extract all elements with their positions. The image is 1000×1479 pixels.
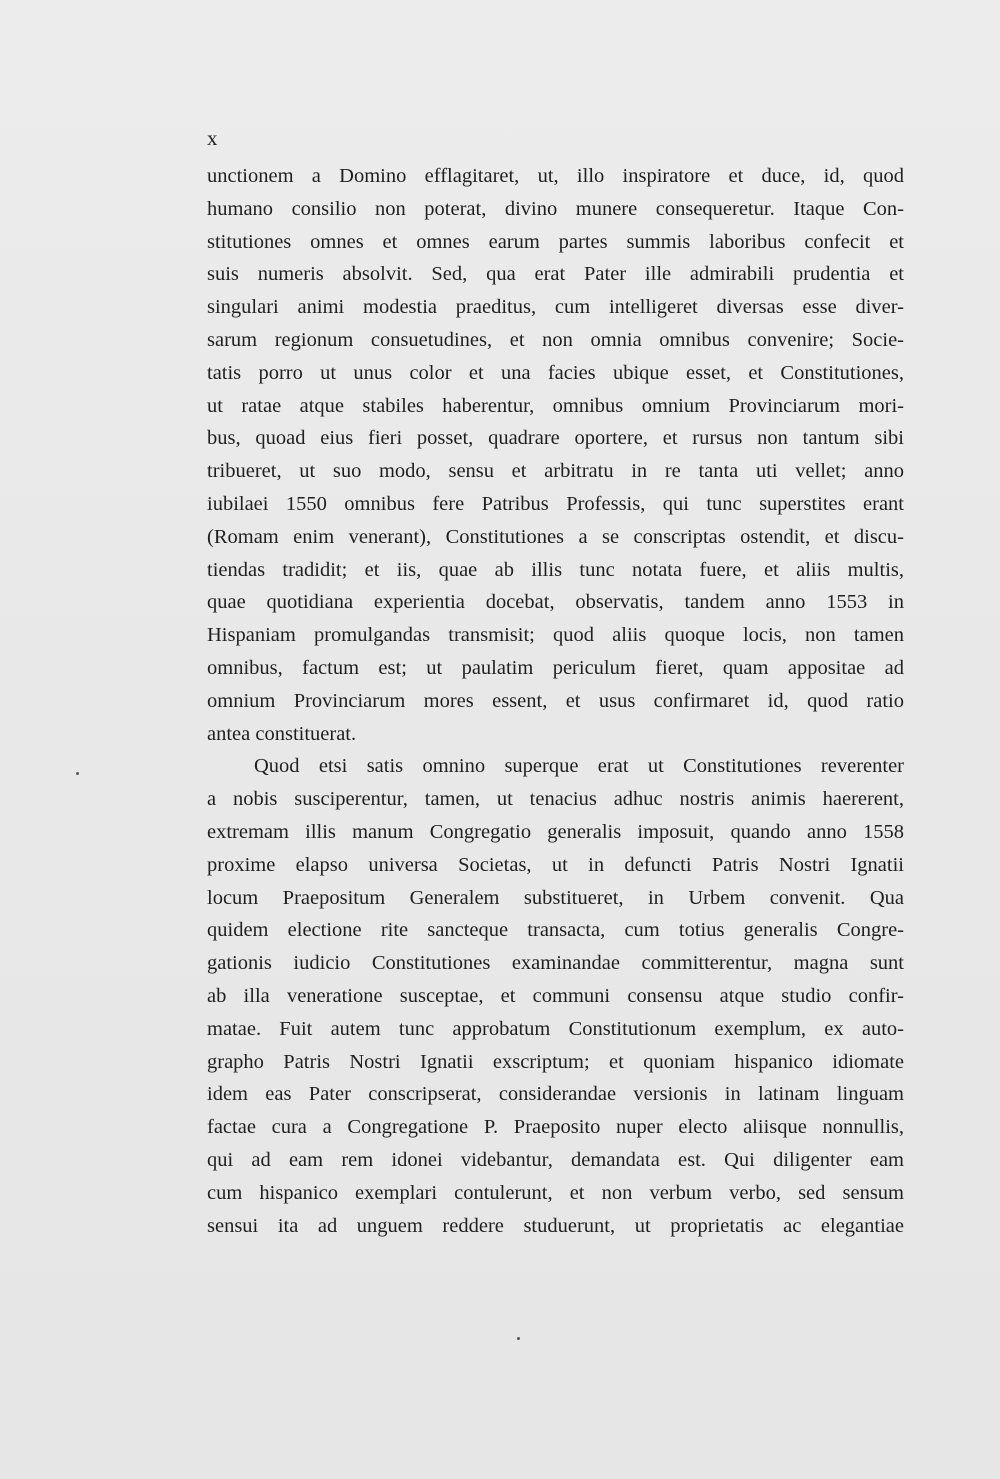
text-line: gationis iudicio Constitutiones examinandae committerentur, magna sunt xyxy=(207,952,904,975)
paper-speck xyxy=(517,1337,520,1340)
text-line: extremam illis manum Congregatio generalis imposuit, quando anno 1558 xyxy=(207,820,904,843)
text-line: cum hispanico exemplari contulerunt, et non verbum verbo, sed sensum xyxy=(207,1181,904,1204)
text-line: sarum regionum consuetudines, et non omnia omnibus convenire; Socie- xyxy=(207,328,904,351)
text-line: omnium Provinciarum mores essent, et usus confirmaret id, quod ratio xyxy=(207,689,904,712)
text-line: humano consilio non poterat, divino munere consequeretur. Itaque Con- xyxy=(207,197,904,220)
text-line: tribueret, ut suo modo, sensu et arbitratu in re tanta uti vellet; anno xyxy=(207,460,904,483)
text-line: qui ad eam rem idonei videbantur, demandata est. Qui diligenter eam xyxy=(207,1148,904,1171)
text-line: sensui ita ad unguem reddere studuerunt, ut proprietatis ac elegantiae xyxy=(207,1214,904,1237)
text-line: grapho Patris Nostri Ignatii exscriptum; et quoniam hispanico idiomate xyxy=(207,1050,904,1073)
text-line: iubilaei 1550 omnibus fere Patribus Professis, qui tunc superstites erant xyxy=(207,492,904,515)
text-line: tatis porro ut unus color et una facies ubique esset, et Constitutiones, xyxy=(207,361,904,384)
text-line: antea constituerat. xyxy=(207,722,357,745)
text-line: Quod etsi satis omnino superque erat ut Constitutiones reverenter xyxy=(254,755,904,778)
text-line: tiendas tradidit; et iis, quae ab illis tunc notata fuere, et aliis multis, xyxy=(207,558,904,581)
text-line: singulari animi modestia praeditus, cum intelligeret diversas esse diver- xyxy=(207,296,904,319)
text-line: (Romam enim venerant), Constitutiones a se conscriptas ostendit, et discu- xyxy=(207,525,904,548)
text-line: quae quotidiana experientia docebat, observatis, tandem anno 1553 in xyxy=(207,591,904,614)
text-line: matae. Fuit autem tunc approbatum Constitutionum exemplum, ex auto- xyxy=(207,1017,904,1040)
text-line: stitutiones omnes et omnes earum partes summis laboribus confecit et xyxy=(207,230,904,253)
text-line: a nobis susciperentur, tamen, ut tenacius adhuc nostris animis haererent, xyxy=(207,788,904,811)
text-line: proxime elapso universa Societas, ut in defuncti Patris Nostri Ignatii xyxy=(207,853,904,876)
text-line: suis numeris absolvit. Sed, qua erat Pater ille admirabili prudentia et xyxy=(207,263,904,286)
text-line: quidem electione rite sancteque transacta, cum totius generalis Congre- xyxy=(207,919,904,942)
text-line: Hispaniam promulgandas transmisit; quod aliis quoque locis, non tamen xyxy=(207,624,904,647)
page-number: x xyxy=(207,126,218,150)
text-line: unctionem a Domino efflagitaret, ut, illo inspiratore et duce, id, quod xyxy=(207,165,904,187)
body-text xyxy=(207,160,904,1242)
text-line: bus, quoad eius fieri posset, quadrare oportere, et rursus non tantum sibi xyxy=(207,427,904,450)
text-line: omnibus, factum est; ut paulatim periculum fieret, quam appositae ad xyxy=(207,656,904,679)
paper-speck xyxy=(76,772,79,775)
text-line: ut ratae atque stabiles haberentur, omnibus omnium Provinciarum mori- xyxy=(207,394,904,417)
text-line: locum Praepositum Generalem substitueret, in Urbem convenit. Qua xyxy=(207,886,904,909)
text-line: idem eas Pater conscripserat, considerandae versionis in latinam linguam xyxy=(207,1083,904,1106)
text-line: ab illa veneratione susceptae, et communi consensu atque studio confir- xyxy=(207,984,904,1007)
text-line: factae cura a Congregatione P. Praeposito nuper electo aliisque nonnullis, xyxy=(207,1116,904,1139)
